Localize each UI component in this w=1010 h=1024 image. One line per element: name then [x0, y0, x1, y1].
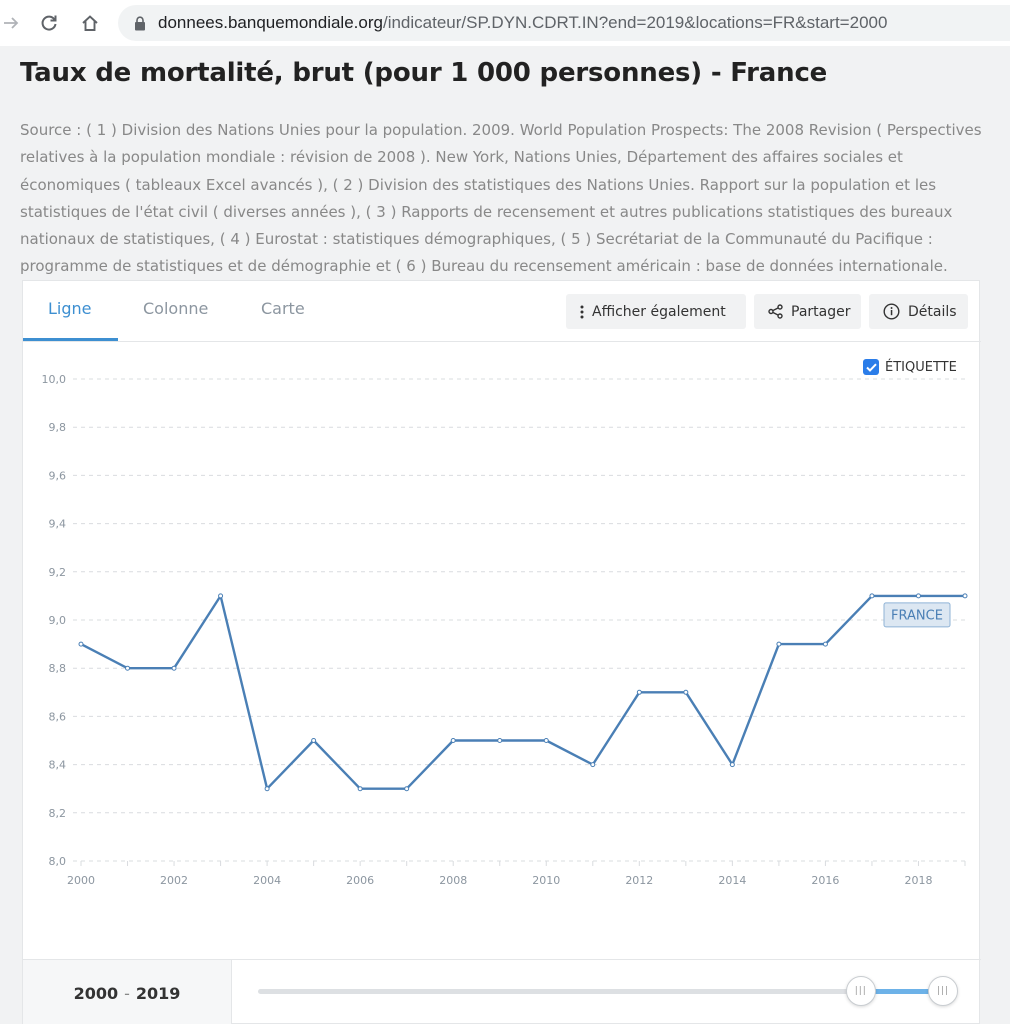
x-tick-label: 2004 — [253, 874, 282, 887]
x-tick-label: 2014 — [718, 874, 747, 887]
show-also-button[interactable] — [566, 294, 746, 329]
data-point — [79, 642, 83, 646]
tab-line[interactable]: Ligne — [48, 299, 92, 318]
home-icon[interactable] — [79, 12, 101, 34]
data-point — [916, 594, 920, 598]
y-tick-label: 9,6 — [48, 469, 66, 483]
page-title: Taux de mortalité, brut (pour 1 000 personnes) - France — [20, 58, 828, 88]
data-point — [777, 642, 781, 646]
x-tick-label: 2002 — [160, 874, 189, 887]
forward-arrow-icon[interactable] — [0, 12, 22, 34]
year-range-bar — [23, 959, 981, 1024]
y-tick-label: 8,8 — [48, 662, 66, 676]
year-range-label — [23, 960, 232, 1024]
data-point — [219, 594, 223, 598]
range-separator: - — [124, 983, 130, 1003]
series-label: FRANCE — [891, 608, 943, 624]
y-tick-label: 8,6 — [48, 710, 66, 724]
data-point — [126, 666, 130, 670]
info-icon — [883, 303, 900, 320]
more-vertical-icon — [580, 305, 584, 319]
data-point — [730, 763, 734, 767]
details-button[interactable] — [869, 294, 968, 329]
y-tick-label: 8,0 — [48, 855, 66, 868]
share-label: Partager — [791, 303, 851, 320]
y-tick-label: 8,4 — [48, 758, 66, 772]
x-tick-label: 2008 — [439, 874, 468, 887]
x-tick-label: 2012 — [625, 874, 654, 887]
data-point — [405, 787, 409, 791]
browser-toolbar — [0, 0, 1010, 46]
x-tick-label: 2018 — [904, 874, 933, 887]
data-point — [544, 739, 548, 743]
y-tick-label: 10,0 — [41, 373, 66, 386]
data-point — [823, 642, 827, 646]
x-tick-label: 2010 — [532, 874, 561, 887]
address-bar[interactable] — [118, 5, 1010, 41]
y-tick-label: 8,2 — [48, 806, 66, 820]
details-label: Détails — [908, 303, 957, 320]
x-tick-label: 2006 — [346, 874, 375, 887]
tab-map[interactable]: Carte — [261, 299, 305, 318]
data-point — [870, 594, 874, 598]
series-line-france — [81, 596, 965, 789]
year-range-slider[interactable] — [258, 986, 950, 996]
share-button[interactable] — [754, 294, 861, 329]
range-end: 2019 — [135, 983, 181, 1003]
share-icon — [768, 304, 783, 319]
x-tick-label: 2000 — [67, 874, 95, 887]
data-point — [637, 690, 641, 694]
slider-start-handle[interactable]: ||| — [846, 976, 876, 1006]
data-point — [591, 763, 595, 767]
y-tick-label: 9,4 — [48, 517, 66, 531]
lock-icon — [134, 16, 146, 31]
y-tick-label: 9,0 — [48, 614, 66, 627]
data-point — [358, 787, 362, 791]
data-point — [172, 666, 176, 670]
y-tick-label: 9,8 — [48, 421, 66, 435]
chart-panel — [22, 280, 980, 1024]
url-text: donnees.banquemondiale.org/indicateur/SP.DYN.CDRT.IN?end=2019&locations=FR&start=2000 — [158, 13, 888, 32]
data-point — [312, 739, 316, 743]
x-tick-label: 2016 — [811, 874, 840, 887]
show-also-label: Afficher également — [592, 303, 726, 320]
data-point — [265, 787, 269, 791]
data-point — [451, 739, 455, 743]
y-tick-label: 9,2 — [48, 565, 66, 579]
data-point — [684, 690, 688, 694]
source-note: Source : ( 1 ) Division des Nations Unies pour la population. 2009. World Population Prospects: The 2008 Revision ( Perspectives relatives à la population mondiale : révision de 2008 ). New York, Nations Unies, Département des affaires sociales et économiques ( tableaux Excel avancés ), ( 2 ) Division des statistiques des Nations Unies. Rapport sur la population et les statistiques de l'état civil ( diverses années ), ( 3 ) Rapports de recensement et autres publications statistiques des bureaux nationaux de statistiques, ( 4 ) Eurostat : statistiques démographiques, ( 5 ) Secrétariat de la Communauté du Pacifique : programme de statistiques et de démographie et ( 6 ) Bureau du recensement américain : base de données internationale. — [20, 121, 982, 276]
label-toggle-text: ÉTIQUETTE — [885, 359, 957, 375]
tab-column[interactable]: Colonne — [143, 299, 209, 318]
line-chart — [23, 342, 979, 958]
data-point — [963, 594, 967, 598]
reload-icon[interactable] — [38, 12, 60, 34]
data-point — [498, 739, 502, 743]
range-start: 2000 — [73, 983, 119, 1003]
slider-end-handle[interactable]: ||| — [928, 976, 958, 1006]
